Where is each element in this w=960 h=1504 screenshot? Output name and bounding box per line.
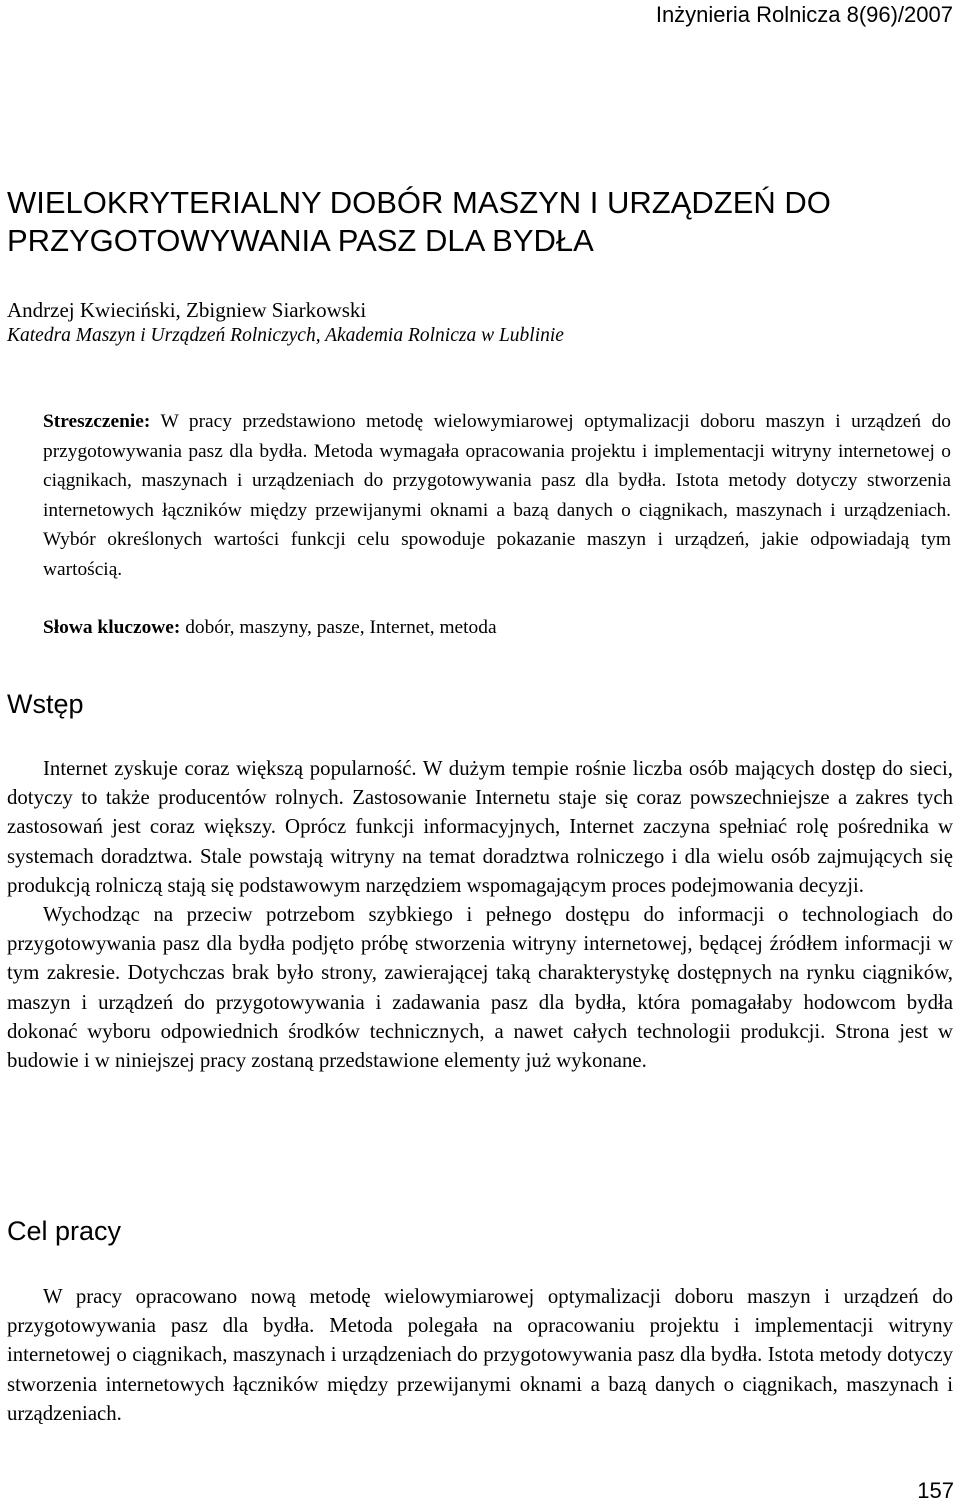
article-title: WIELOKRYTERIALNY DOBÓR MASZYN I URZĄDZEŃ DO PRZYGOTOWYWANIA PASZ DLA BYDŁA [7,185,831,258]
section-body-intro [7,754,953,1075]
section-heading-aim: Cel pracy [7,1216,122,1246]
journal-header: Inżynieria Rolnicza 8(96)/2007 [655,2,953,27]
keywords [43,613,951,643]
keywords-text: dobór, maszyny, pasze, Internet, metoda [180,617,497,638]
abstract-text: W pracy przedstawiono metodę wielowymiarowej optymalizacji doboru maszyn i urządzeń do przygotowywania pasz dla bydła. Metoda wymagała opracowania projektu i implementacji witryny internetowej o ciągnikach, maszynach i urządzeniach do przygotowywania pasz dla bydła. Istota metody dotyczy stworzenia internetowych łączników między przewijanymi oknami a bazą danych o ciągnikach, maszynach i urządzeniach. Wybór określonych wartości funkcji celu spowoduje pokazanie maszyn i urządzeń, jakie odpowiadają tym wartością. [43,411,951,580]
section-body-aim [7,1282,953,1428]
article-authors: Andrzej Kwieciński, Zbigniew Siarkowski [7,298,367,322]
keywords-label: Słowa kluczowe: [43,617,181,638]
abstract-label: Streszczenie: [43,411,151,432]
paragraph: W pracy opracowano nową metodę wielowymiarowej optymalizacji doboru maszyn i urządzeń do przygotowywania pasz dla bydła. Metoda polegała na opracowaniu projektu i implementacji witryny internetowej o ciągnikach, maszynach i urządzeniach do przygotowywania pasz dla bydła. Istota metody dotyczy stworzenia internetowych łączników między przewijanymi oknami a bazą danych o ciągnikach, maszynach i urządzeniach. [7,1285,953,1425]
paragraph: Internet zyskuje coraz większą popularność. W dużym tempie rośnie liczba osób mających dostęp do sieci, dotyczy to także producentów rolnych. Zastosowanie Internetu staje się coraz powszechniejsze a zakres tych zastosowań jest coraz większy. Oprócz funkcji informacyjnych, Internet zaczyna spełniać rolę pośrednika w systemach doradztwa. Stale powstają witryny na temat doradztwa rolniczego i dla wielu osób zajmujących się produkcją rolniczą stają się podstawowym narzędziem wspomagającym proces podejmowania decyzji. [7,757,953,897]
section-heading-intro: Wstęp [7,689,84,719]
page-number: 157 [917,1478,954,1503]
abstract [43,407,951,584]
paragraph: Wychodząc na przeciw potrzebom szybkiego i pełnego dostępu do informacji o technologiach do przygotowywania pasz dla bydła podjęto próbę stworzenia witryny internetowej, będącej źródłem informacji w tym zakresie. Dotychczas brak było strony, zawierającej taką charakterystykę dostępnych na rynku ciągników, maszyn i urządzeń do przygotowywania i zadawania pasz dla bydła, która pomagałaby hodowcom bydła dokonać wyboru odpowiednich środków technicznych, a nawet całych technologii produkcji. Strona jest w budowie i w niniejszej pracy zostaną przedstawione elementy już wykonane. [7,903,953,1073]
article-affiliation: Katedra Maszyn i Urządzeń Rolniczych, Akademia Rolnicza w Lublinie [7,325,564,346]
